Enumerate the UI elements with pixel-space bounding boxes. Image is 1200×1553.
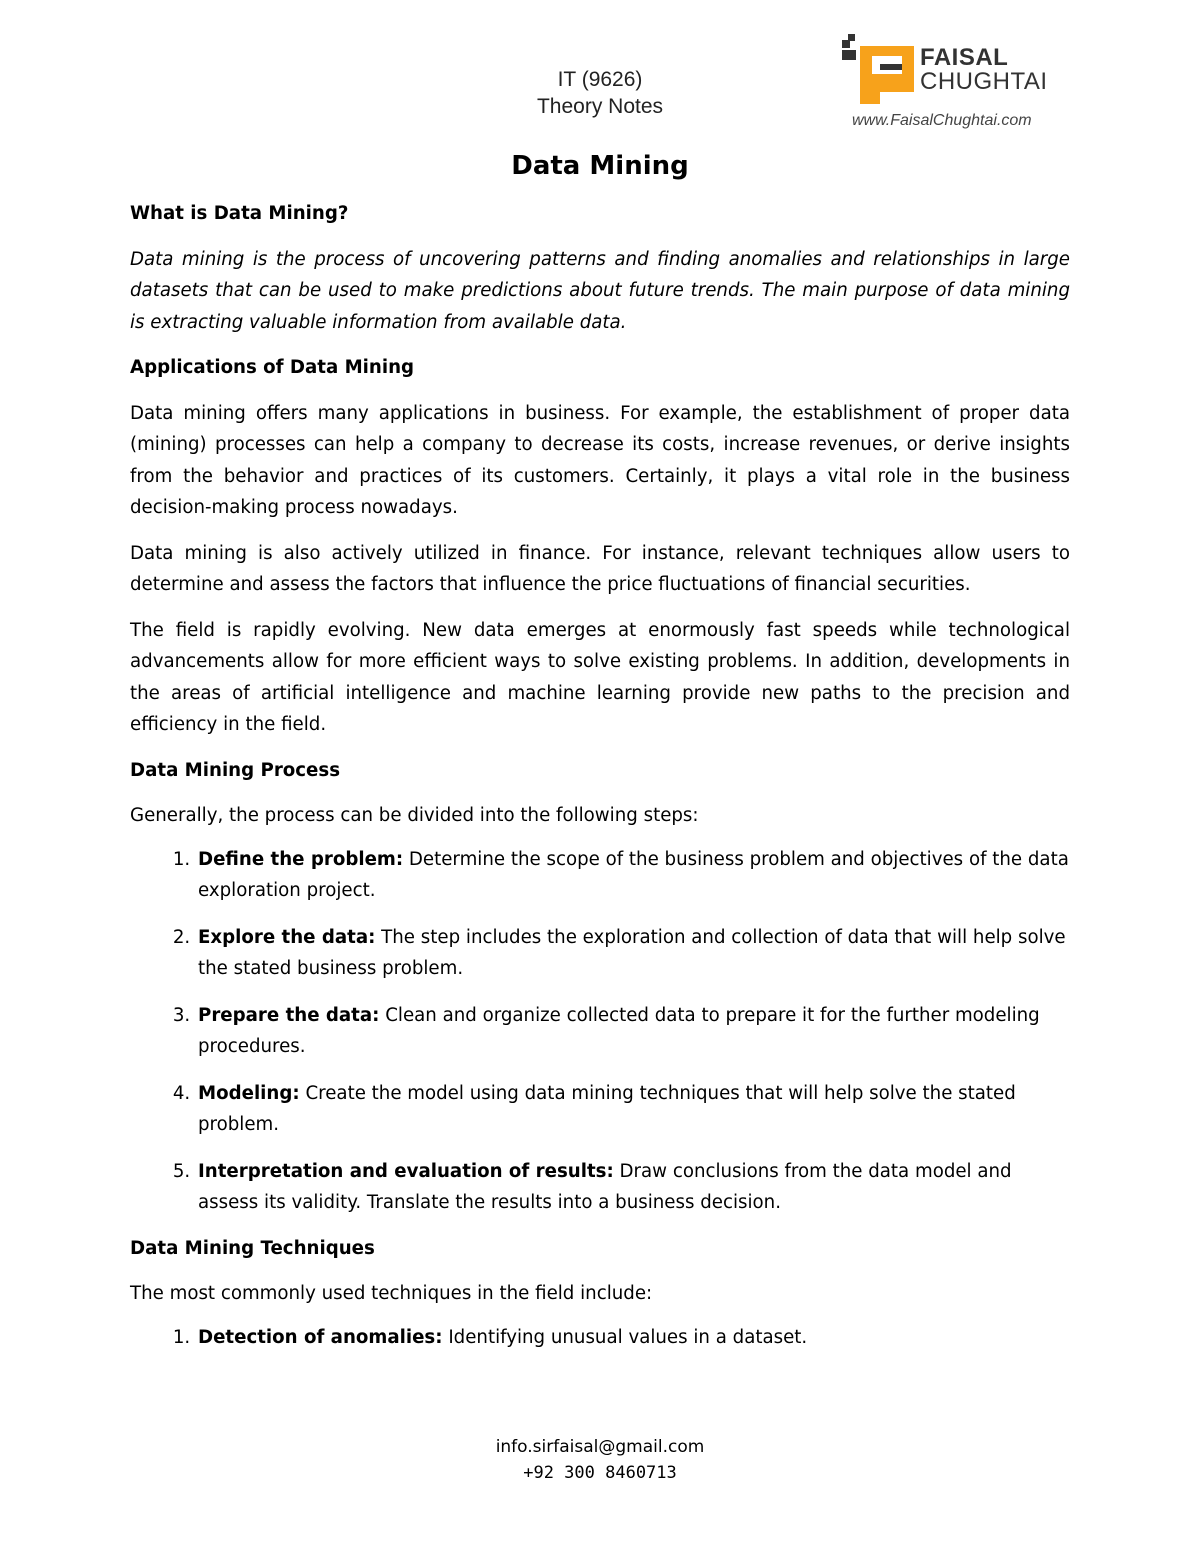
- step-text: Draw conclusions from the data model and assess its validity. Translate the results into a business decision.: [198, 1160, 1012, 1213]
- logo-url: www.FaisalChughtai.com: [852, 112, 1032, 129]
- process-intro: Generally, the process can be divided into the following steps:: [130, 805, 699, 826]
- section-heading-applications: Applications of Data Mining: [130, 357, 415, 378]
- step-term: Define the problem:: [198, 848, 404, 870]
- step-text: Determine the scope of the business problem and objectives of the data exploration project.: [198, 848, 1069, 901]
- course-code: IT (9626): [557, 68, 643, 91]
- applications-paragraph-3: The field is rapidly evolving. New data emerges at enormously fast speeds while technological advancements allow for more efficient ways to solve existing problems. In addition, developments in the areas of artificial intelligence and machine learning provide new paths to the precision and efficiency in the field.: [130, 619, 1070, 735]
- contact-phone: +92 300 8460713: [523, 1463, 677, 1483]
- brand-logo: [840, 30, 1070, 138]
- section-heading-process: Data Mining Process: [130, 759, 341, 781]
- step-term: Explore the data:: [198, 926, 376, 948]
- definition-paragraph: Data mining is the process of uncovering patterns and finding anomalies and relationships in large datasets that can be used to make predictions about future trends. The main purpose of data mining is extracting valuable information from available data.: [130, 248, 1070, 333]
- applications-paragraph-2: Data mining is also actively utilized in finance. For instance, relevant techniques allow users to determine and assess the factors that influence the price fluctuations of financial securities.: [130, 542, 1070, 595]
- contact-email: info.sirfaisal@gmail.com: [495, 1437, 705, 1457]
- list-item: [196, 844, 1070, 907]
- applications-paragraph-1: Data mining offers many applications in business. For example, the establishment of proper data (mining) processes can help a company to decrease its costs, increase revenues, or derive insights from the behavior and practices of its customers. Certainly, it plays a vital role in the business decision-making process nowadays.: [130, 402, 1070, 518]
- section-heading-techniques: Data Mining Techniques: [130, 1237, 375, 1259]
- step-text: Clean and organize collected data to prepare it for the further modeling procedures.: [198, 1004, 1040, 1057]
- list-item: [196, 1156, 1070, 1219]
- logo-mark-icon: [840, 30, 920, 110]
- list-item: [196, 1078, 1070, 1141]
- section-heading-what: What is Data Mining?: [130, 203, 349, 224]
- logo-line-2: CHUGHTAI: [920, 68, 1048, 95]
- step-text: Create the model using data mining techniques that will help solve the stated problem.: [198, 1082, 1016, 1135]
- list-item: [196, 922, 1070, 985]
- step-term: Interpretation and evaluation of results:: [198, 1160, 614, 1182]
- logo-wordmark: [920, 46, 1048, 94]
- techniques-list: [130, 1322, 1070, 1354]
- page-header: [400, 66, 800, 120]
- techniques-intro: The most commonly used techniques in the field include:: [130, 1283, 653, 1304]
- step-text: The step includes the exploration and collection of data that will help solve the stated business problem.: [198, 926, 1066, 979]
- step-term: Prepare the data:: [198, 1004, 380, 1026]
- document-body: [130, 140, 1070, 1353]
- page-footer: [400, 1434, 800, 1486]
- technique-text: Identifying unusual values in a dataset.: [442, 1326, 808, 1348]
- list-item: [196, 1000, 1070, 1063]
- list-item: [196, 1322, 1070, 1354]
- process-steps-list: [130, 844, 1070, 1219]
- notes-subtitle: Theory Notes: [536, 95, 664, 118]
- document-title: Data Mining: [511, 151, 689, 181]
- technique-term: Detection of anomalies:: [198, 1326, 443, 1348]
- step-term: Modeling:: [198, 1082, 300, 1104]
- logo-line-1: FAISAL: [920, 44, 1009, 71]
